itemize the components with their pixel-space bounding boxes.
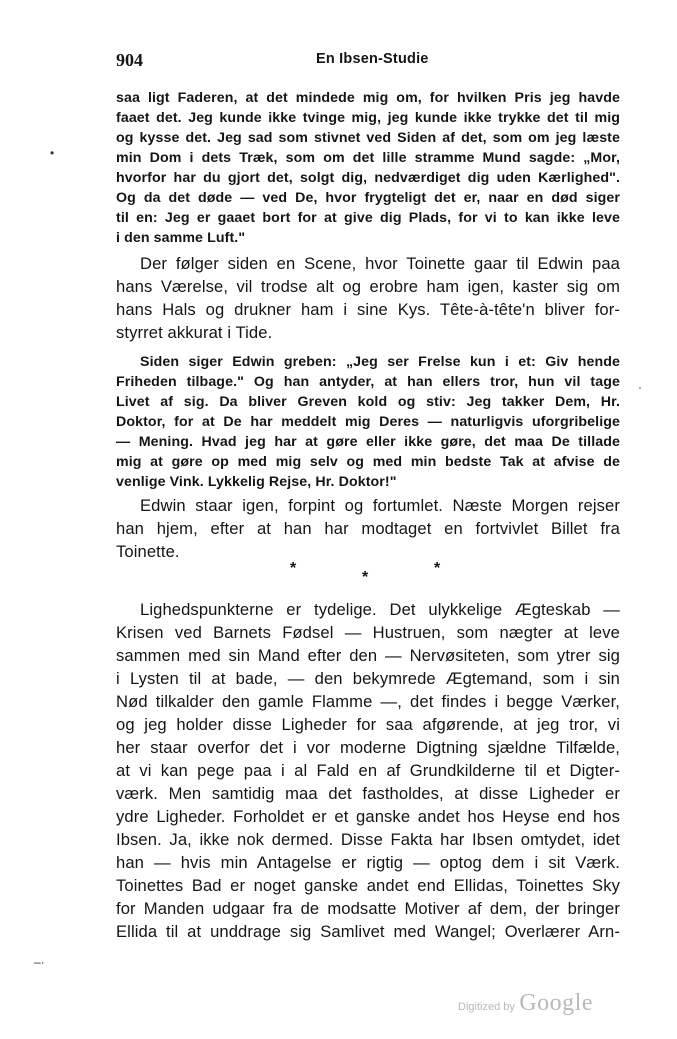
text-line: ydre Ligheder. Forholdet er et ganske andet hos Heyse end hos (116, 807, 620, 826)
text-line: Doktor, for at De har meddelt mig Deres — naturligvis uforgribelige (116, 414, 620, 430)
text-line: i den samme Luft." (116, 230, 246, 246)
text-line: og kysse det. Jeg sad som stivnet ved Siden af det, som om jeg læste (116, 130, 620, 146)
text-line: saa ligt Faderen, at det mindede mig om, for hvilken Pris jeg havde (116, 90, 620, 106)
page-number: 904 (116, 50, 143, 70)
text-line: venlige Vink. Lykkelig Rejse, Hr. Doktor!" (116, 474, 397, 490)
scan-speck: • (50, 146, 55, 160)
text-line: Toinettes Bad er noget ganske andet end Ellidas, Toinettes Sky (116, 876, 620, 895)
text-line: Friheden tilbage." Og han antyder, at han ellers tror, hun vil tage (116, 374, 620, 390)
section-separator (0, 560, 677, 586)
separator-star: * (290, 560, 297, 577)
text-line: værk. Men samtidig maa det fastholdes, at disse Ligheder er (116, 784, 620, 803)
separator-star: * (362, 569, 369, 586)
text-line: faaet det. Jeg kunde ikke tvinge mig, jeg kunde ikke trykke det til mig (116, 110, 620, 126)
text-line: for Manden udgaar fra de modsatte Motiver af dem, der bringer (116, 899, 620, 918)
watermark-brand: Google (519, 990, 593, 1016)
text-line: Siden siger Edwin greben: „Jeg ser Frelse kun i et: Giv hende (140, 354, 620, 370)
watermark-prefix: Digitized by (458, 1001, 515, 1013)
text-line: hvorfor har du gjort det, solgt dig, nedværdiget dig uden Kærlighed". (116, 170, 620, 186)
text-line: at vi kan pege paa i al Fald en af Grundkilderne til et Digter- (116, 761, 620, 780)
text-line: Ibsen. Ja, ikke nok dermed. Disse Fakta har Ibsen omtydet, idet (116, 830, 620, 849)
text-line: Livet af sig. Da bliver Greven kold og stiv: Jeg takker Dem, Hr. (116, 394, 620, 410)
digitized-watermark (458, 990, 593, 1017)
running-title: En Ibsen-Studie (316, 51, 429, 67)
text-line: her staar overfor det i vor moderne Digtning sjældne Tilfælde, (116, 738, 620, 757)
text-line: Krisen ved Barnets Fødsel — Hustruen, som nægter at leve (116, 623, 620, 642)
text-line: styrret akkurat i Tide. (116, 323, 273, 342)
text-line: Der følger siden en Scene, hvor Toinette gaar til Edwin paa (140, 254, 620, 273)
scan-speck: · (638, 380, 642, 394)
text-line: til en: Jeg er gaaet bort for at give dig Plads, for vi to kan ikke leve (116, 210, 620, 226)
separator-star: * (434, 560, 441, 577)
text-line: Nød tilkalder den gamle Flamme —, det findes i begge Værker, (116, 692, 620, 711)
text-line: min Dom i dets Træk, som om det lille stramme Mund sagde: „Mor, (116, 150, 620, 166)
text-line: og jeg holder disse Ligheder for saa afgørende, at jeg tror, vi (116, 715, 620, 734)
text-line: Lighedspunkterne er tydelige. Det ulykkelige Ægteskab — (140, 600, 620, 619)
text-line: Ellida til at unddrage sig Samlivet med Wangel; Overlærer Arn- (116, 922, 620, 941)
text-line: Edwin staar igen, forpint og fortumlet. Næste Morgen rejser (140, 496, 620, 515)
scan-speck: –· (34, 955, 45, 969)
text-line: — Mening. Hvad jeg har at gøre eller ikke gøre, det maa De tillade (116, 434, 620, 450)
text-line: mig at gøre op med mig selv og med min bedste Tak at afvise de (116, 454, 620, 470)
text-line: han hjem, efter at han har modtaget en fortvivlet Billet fra (116, 519, 620, 538)
text-line: han — hvis min Antagelse er rigtig — optog dem i sit Værk. (116, 853, 620, 872)
text-line: sammen med sin Mand efter den — Nervøsiteten, som ytrer sig (116, 646, 620, 665)
text-line: hans Værelse, vil trodse alt og erobre ham igen, kaster sig om (116, 277, 620, 296)
text-line: Og da det døde — ved De, hvor frygteligt det er, naar en død siger (116, 190, 620, 206)
text-line: i Lysten til at bade, — den bekymrede Ægtemand, som i sin (116, 669, 620, 688)
text-line: hans Hals og drukner ham i sine Kys. Tête-à-tête'n bliver for- (116, 300, 620, 319)
page-header (0, 46, 677, 72)
text-line: Toinette. (116, 542, 180, 561)
